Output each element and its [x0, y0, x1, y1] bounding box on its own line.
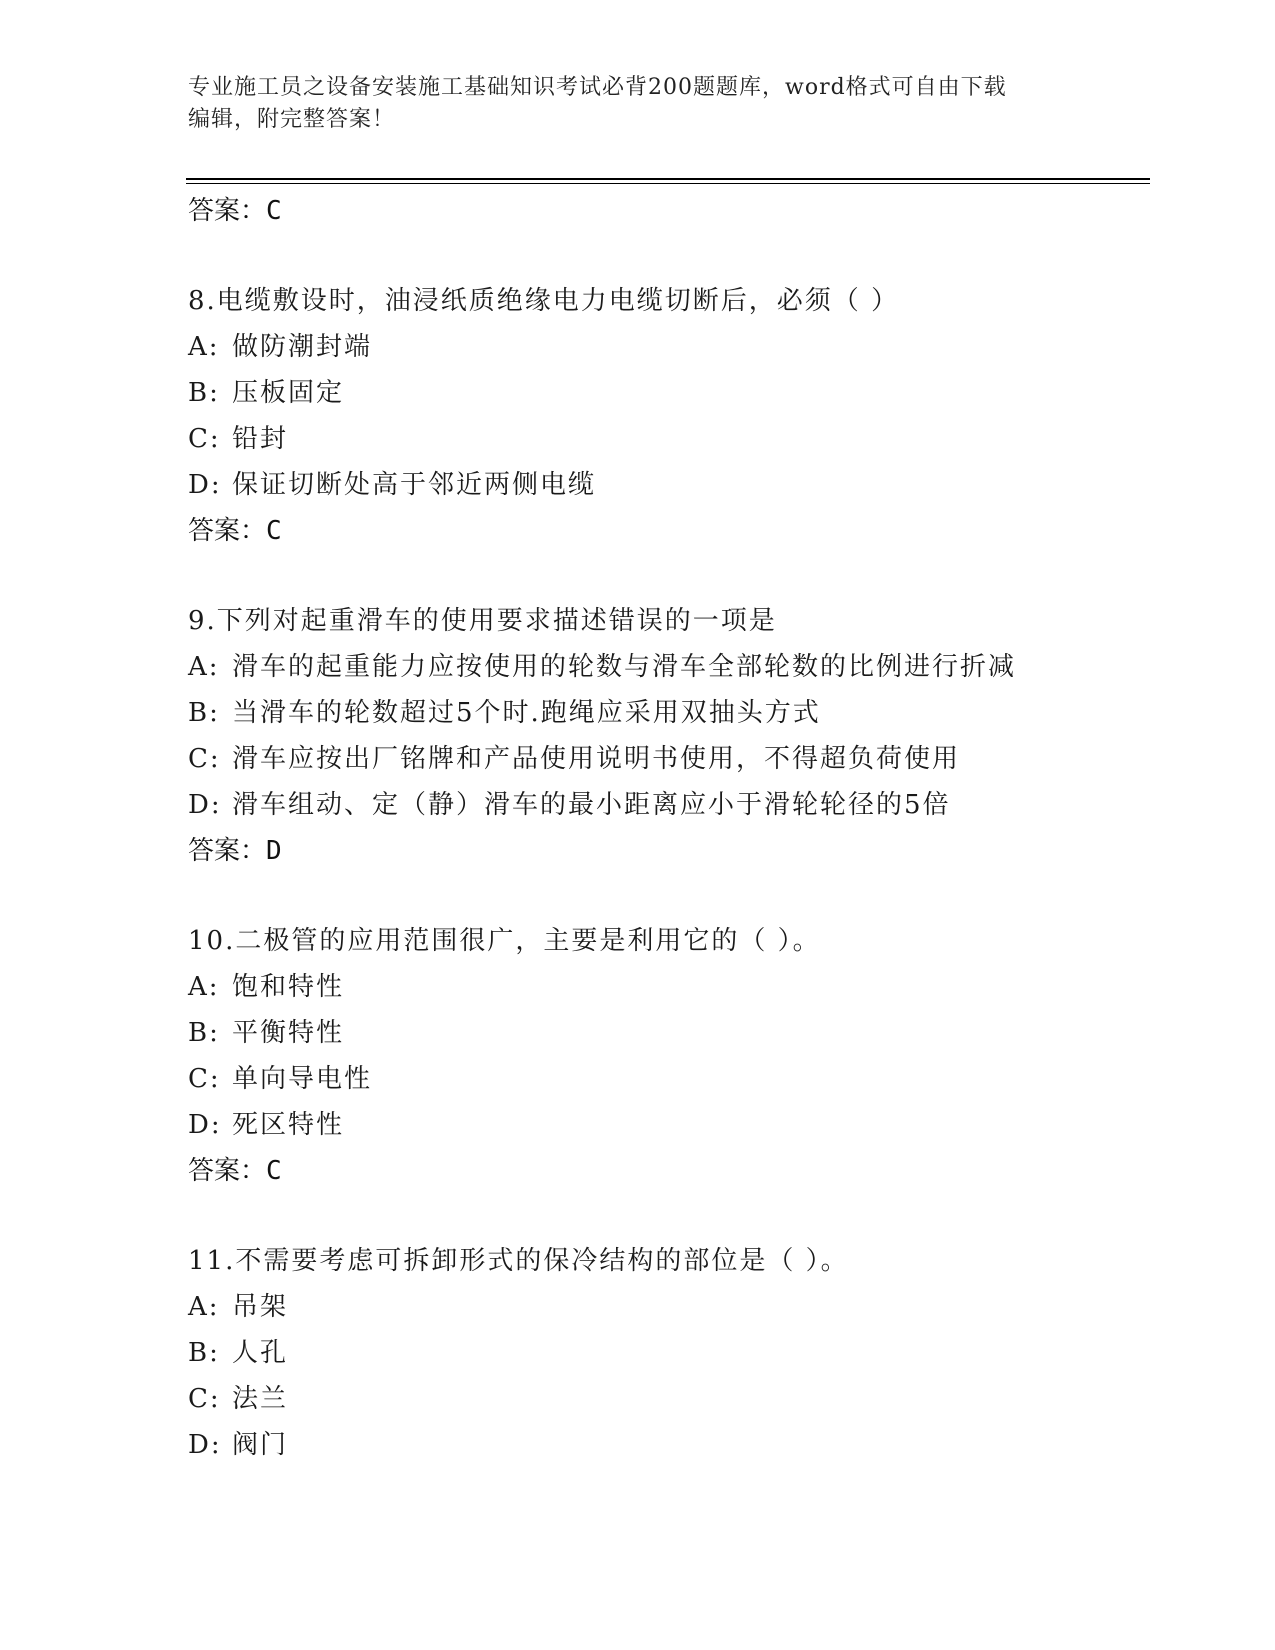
option-c — [188, 736, 1148, 782]
option-letter: D: — [188, 1110, 222, 1140]
answer-label: 答案： — [188, 196, 267, 226]
option-text: 死区特性 — [232, 1110, 345, 1140]
question-list — [188, 188, 1148, 1468]
question-stem: 11.不需要考虑可拆卸形式的保冷结构的部位是（ ）。 — [188, 1246, 849, 1276]
option-a — [188, 644, 1148, 690]
option-b — [188, 690, 1148, 736]
option-text: 当滑车的轮数超过5个时.跑绳应采用双抽头方式 — [232, 698, 821, 728]
option-letter: C: — [188, 1384, 221, 1414]
spacer — [188, 874, 1148, 918]
option-letter: B: — [188, 1338, 220, 1368]
option-c — [188, 416, 1148, 462]
option-letter: C: — [188, 424, 221, 454]
option-text: 滑车组动、定（静）滑车的最小距离应小于滑轮轮径的5倍 — [232, 790, 951, 820]
answer-value: C — [266, 1156, 282, 1186]
answer-label: 答案： — [188, 836, 267, 866]
option-letter: D: — [188, 790, 222, 820]
question-stem: 10.二极管的应用范围很广，主要是利用它的（ ）。 — [188, 926, 821, 956]
option-letter: A: — [188, 332, 220, 362]
option-text: 压板固定 — [232, 378, 345, 408]
option-d — [188, 782, 1148, 828]
option-b — [188, 1330, 1148, 1376]
option-c — [188, 1376, 1148, 1422]
answer-value: D — [266, 836, 282, 866]
question-block — [188, 1238, 1148, 1468]
option-text: 滑车应按出厂铭牌和产品使用说明书使用，不得超负荷使用 — [232, 744, 961, 774]
option-text: 做防潮封端 — [232, 332, 373, 362]
answer-label: 答案： — [188, 516, 267, 546]
option-a — [188, 1284, 1148, 1330]
spacer — [188, 554, 1148, 598]
option-d — [188, 1422, 1148, 1468]
option-text: 平衡特性 — [232, 1018, 345, 1048]
option-letter: B: — [188, 698, 220, 728]
option-text: 吊架 — [232, 1292, 289, 1322]
option-c — [188, 1056, 1148, 1102]
option-text: 铅封 — [232, 424, 289, 454]
option-text: 单向导电性 — [232, 1064, 373, 1094]
option-letter: A: — [188, 1292, 220, 1322]
question-stem: 9.下列对起重滑车的使用要求描述错误的一项是 — [188, 606, 777, 636]
header-rule-thin — [186, 183, 1150, 184]
option-b — [188, 370, 1148, 416]
answer-label: 答案： — [188, 1156, 267, 1186]
question-block — [188, 278, 1148, 554]
option-letter: A: — [188, 652, 220, 682]
question-answer — [188, 508, 1148, 554]
question-answer — [188, 1148, 1148, 1194]
option-d — [188, 462, 1148, 508]
answer-value: C — [266, 516, 282, 546]
question-block — [188, 598, 1148, 874]
option-text: 人孔 — [232, 1338, 289, 1368]
header-title-line-1: 专业施工员之设备安装施工基础知识考试必背200题题库，word格式可自由下载 — [188, 75, 1007, 100]
header-title-line-2: 编辑，附完整答案！ — [188, 107, 396, 132]
question-stem: 8.电缆敷设时，油浸纸质绝缘电力电缆切断后，必须（ ） — [188, 286, 900, 316]
option-text: 法兰 — [232, 1384, 289, 1414]
answer-value: C — [266, 196, 282, 226]
option-text: 保证切断处高于邻近两侧电缆 — [232, 470, 597, 500]
question-block — [188, 918, 1148, 1194]
option-text: 饱和特性 — [232, 972, 345, 1002]
option-letter: D: — [188, 1430, 222, 1460]
spacer — [188, 1194, 1148, 1238]
option-b — [188, 1010, 1148, 1056]
option-letter: B: — [188, 378, 220, 408]
option-letter: B: — [188, 1018, 220, 1048]
option-letter: D: — [188, 470, 222, 500]
option-text: 阀门 — [232, 1430, 289, 1460]
page-header — [188, 72, 1068, 136]
option-letter: C: — [188, 1064, 221, 1094]
option-a — [188, 964, 1148, 1010]
option-d — [188, 1102, 1148, 1148]
spacer — [188, 234, 1148, 278]
option-text: 滑车的起重能力应按使用的轮数与滑车全部轮数的比例进行折减 — [232, 652, 1017, 682]
option-letter: A: — [188, 972, 220, 1002]
header-rule-thick — [186, 178, 1150, 180]
option-a — [188, 324, 1148, 370]
option-letter: C: — [188, 744, 221, 774]
question-answer — [188, 828, 1148, 874]
previous-question-answer — [188, 188, 1148, 234]
